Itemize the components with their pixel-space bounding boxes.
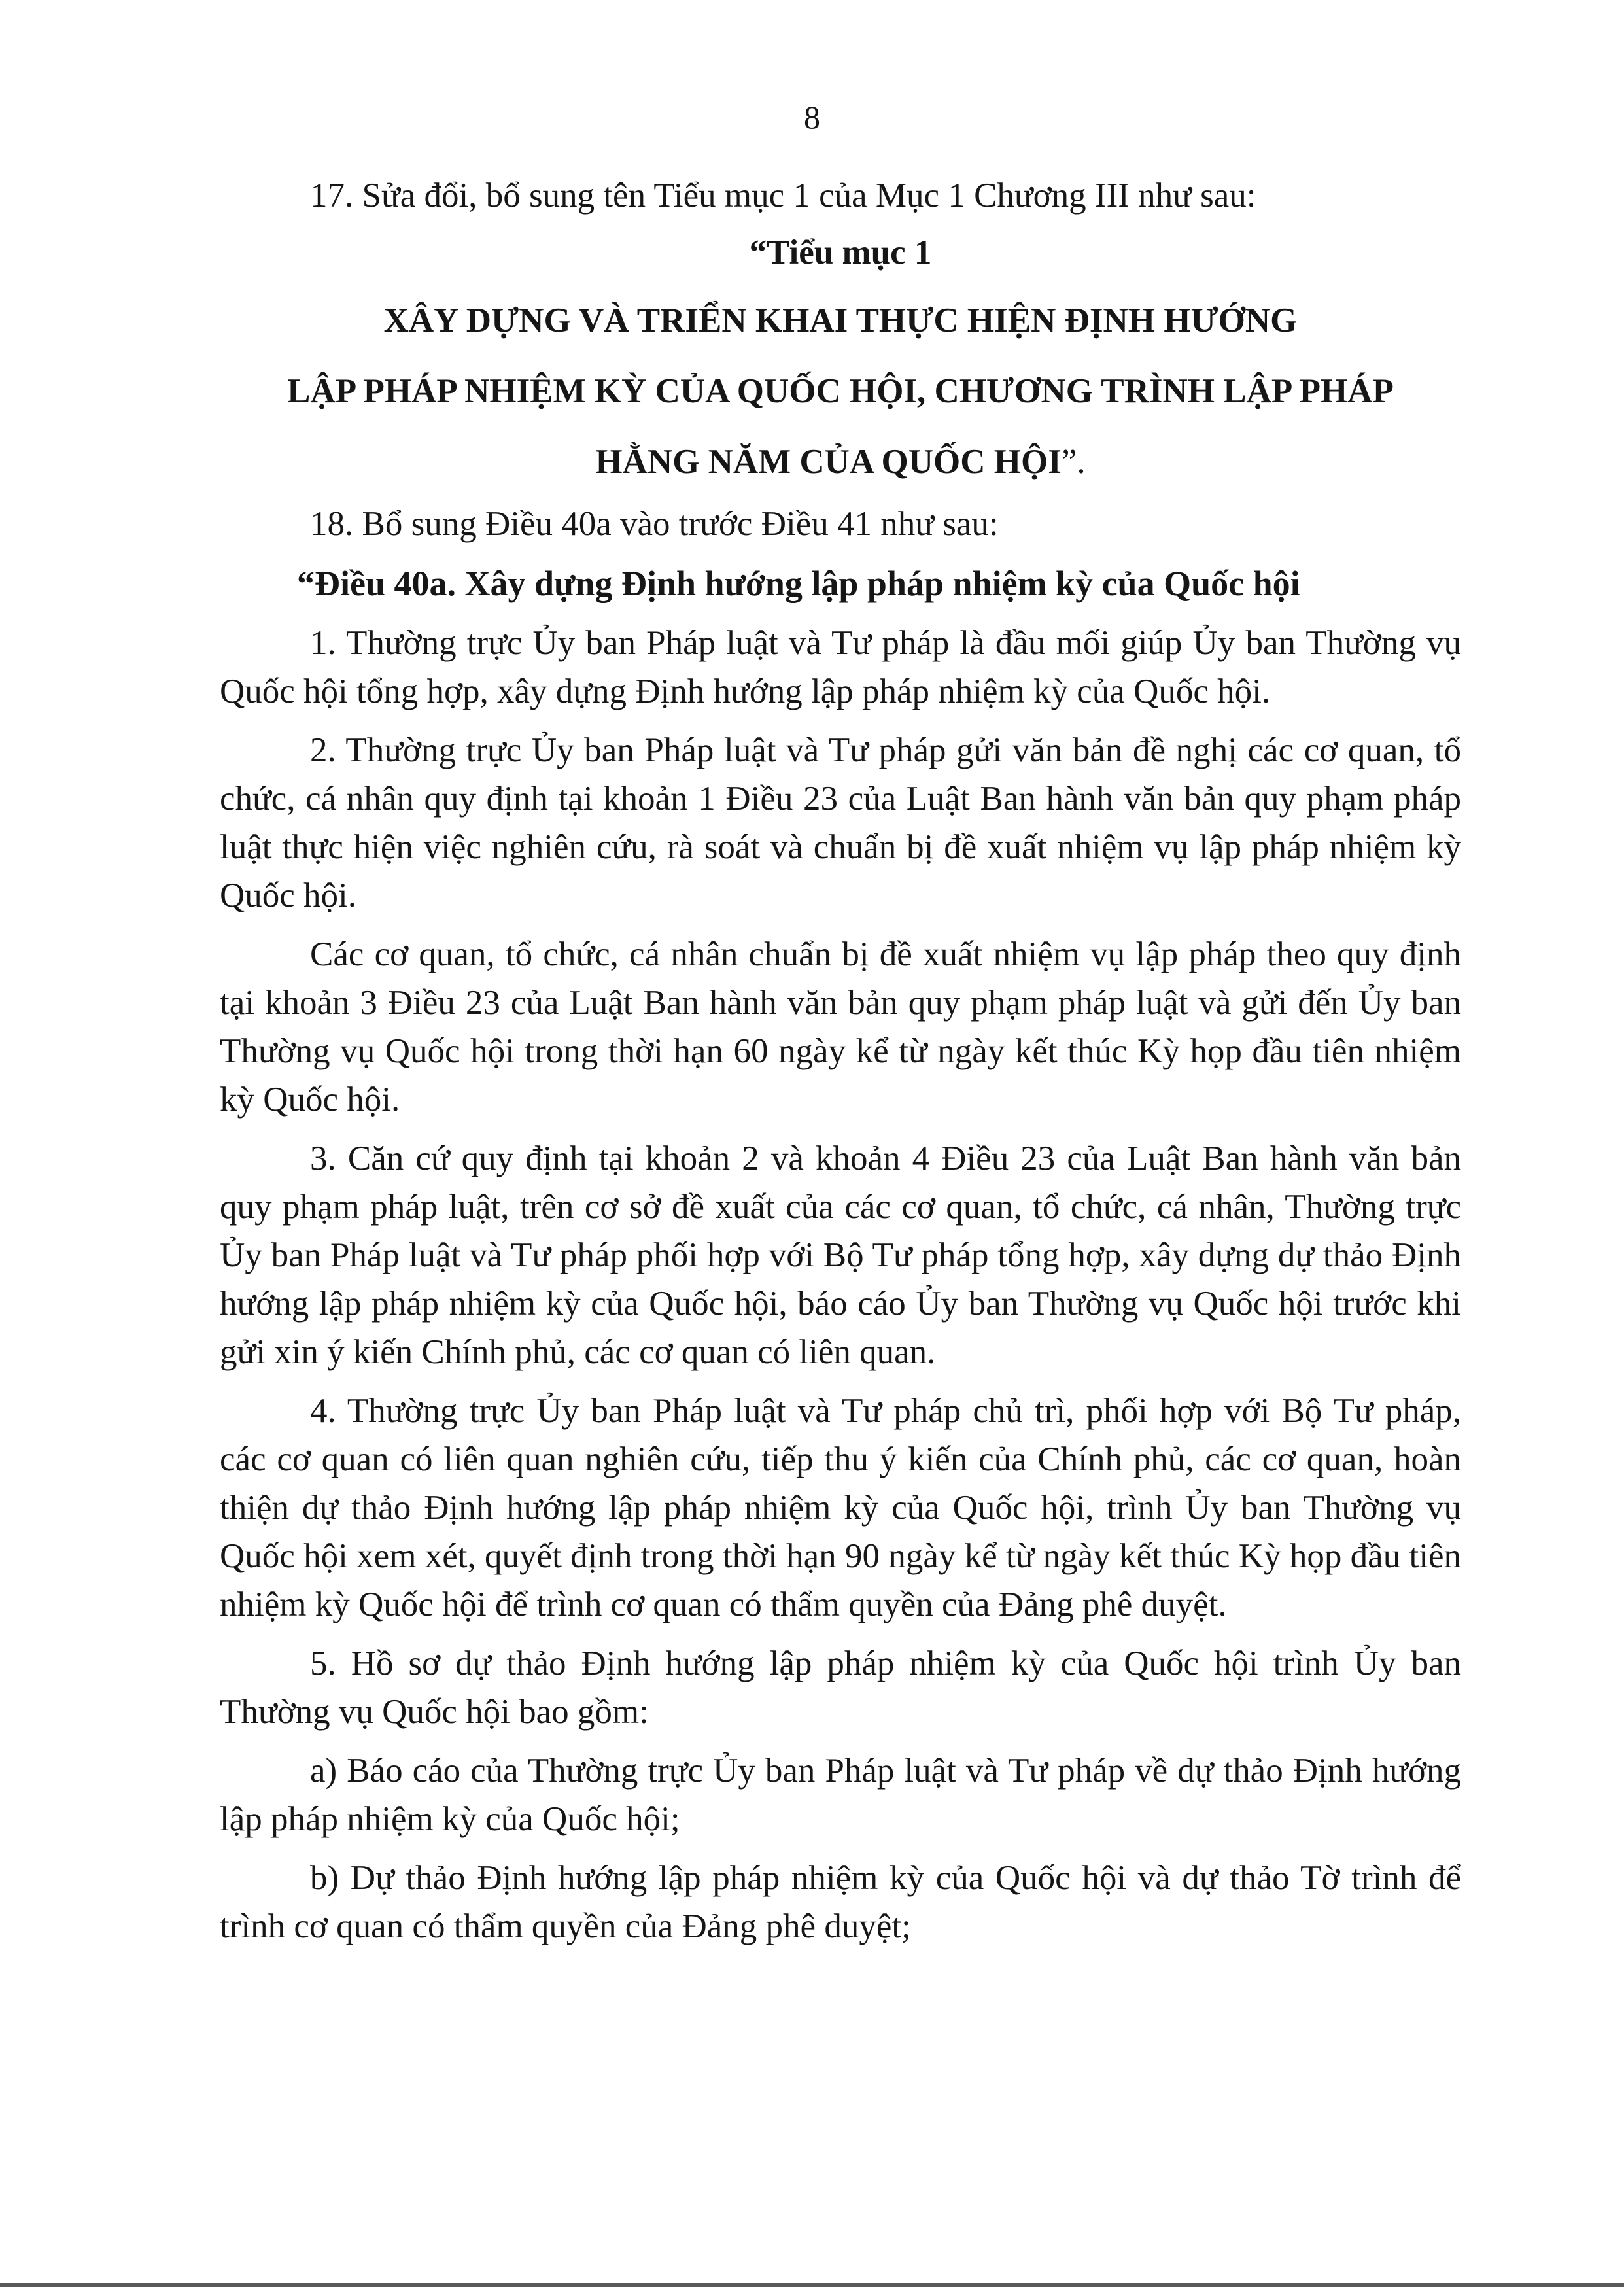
scan-bottom-edge [0, 2283, 1624, 2287]
article-title: “Điều 40a. Xây dựng Định hướng lập pháp nhiệm kỳ của Quốc hội [297, 564, 1300, 603]
subsection-title-line-1: XÂY DỰNG VÀ TRIỂN KHAI THỰC HIỆN ĐỊNH HƯỚNG [383, 302, 1298, 339]
item-17: 17. Sửa đổi, bổ sung tên Tiểu mục 1 của Mục 1 Chương III như sau: [310, 177, 1256, 215]
subsection-title-end: ”. [1061, 443, 1086, 481]
subsection-title-line-3-text: HẰNG NĂM CỦA QUỐC HỘI [595, 443, 1062, 481]
item-18: 18. Bổ sung Điều 40a vào trước Điều 41 như sau: [310, 505, 999, 543]
paragraph-2-cont: Các cơ quan, tổ chức, cá nhân chuẩn bị đề xuất nhiệm vụ lập pháp theo quy định tại khoản 3 Điều 23 của Luật Ban hành văn bản quy phạm pháp luật và gửi đến Ủy ban Thường vụ Quốc hội trong thời hạn 60 ngày kể từ ngày kết thúc Kỳ họp đầu tiên nhiệm kỳ Quốc hội. [220, 935, 1461, 1119]
paragraph-5: 5. Hồ sơ dự thảo Định hướng lập pháp nhiệm kỳ của Quốc hội trình Ủy ban Thường vụ Quốc hội bao gồm: [220, 1644, 1461, 1731]
subsection-heading: “Tiểu mục 1 [749, 234, 932, 271]
paragraph-5a: a) Báo cáo của Thường trực Ủy ban Pháp luật và Tư pháp về dự thảo Định hướng lập pháp nhiệm kỳ của Quốc hội; [220, 1752, 1461, 1838]
paragraph-4: 4. Thường trực Ủy ban Pháp luật và Tư pháp chủ trì, phối hợp với Bộ Tư pháp, các cơ quan có liên quan nghiên cứu, tiếp thu ý kiến của Chính phủ, các cơ quan, hoàn thiện dự thảo Định hướng lập pháp nhiệm kỳ của Quốc hội, trình Ủy ban Thường vụ Quốc hội xem xét, quyết định trong thời hạn 90 ngày kể từ ngày kết thúc Kỳ họp đầu tiên nhiệm kỳ Quốc hội để trình cơ quan có thẩm quyền của Đảng phê duyệt. [220, 1392, 1461, 1623]
page-number: 8 [804, 99, 820, 135]
paragraph-2: 2. Thường trực Ủy ban Pháp luật và Tư pháp gửi văn bản đề nghị các cơ quan, tổ chức, cá nhân quy định tại khoản 1 Điều 23 của Luật Ban hành văn bản quy phạm pháp luật thực hiện việc nghiên cứu, rà soát và chuẩn bị đề xuất nhiệm vụ lập pháp nhiệm kỳ Quốc hội. [220, 731, 1461, 914]
document-body [220, 171, 1461, 1961]
paragraph-5b: b) Dự thảo Định hướng lập pháp nhiệm kỳ của Quốc hội và dự thảo Tờ trình để trình cơ quan có thẩm quyền của Đảng phê duyệt; [220, 1859, 1461, 1945]
paragraph-1: 1. Thường trực Ủy ban Pháp luật và Tư pháp là đầu mối giúp Ủy ban Thường vụ Quốc hội tổng hợp, xây dựng Định hướng lập pháp nhiệm kỳ của Quốc hội. [220, 624, 1461, 710]
paragraph-3: 3. Căn cứ quy định tại khoản 2 và khoản 4 Điều 23 của Luật Ban hành văn bản quy phạm pháp luật, trên cơ sở đề xuất của các cơ quan, tổ chức, cá nhân, Thường trực Ủy ban Pháp luật và Tư pháp phối hợp với Bộ Tư pháp tổng hợp, xây dựng dự thảo Định hướng lập pháp nhiệm kỳ của Quốc hội, báo cáo Ủy ban Thường vụ Quốc hội trước khi gửi xin ý kiến Chính phủ, các cơ quan có liên quan. [220, 1139, 1461, 1371]
subsection-title-line-2: LẬP PHÁP NHIỆM KỲ CỦA QUỐC HỘI, CHƯƠNG TRÌNH LẬP PHÁP [287, 372, 1394, 410]
subsection-title-line-3 [220, 426, 1461, 497]
